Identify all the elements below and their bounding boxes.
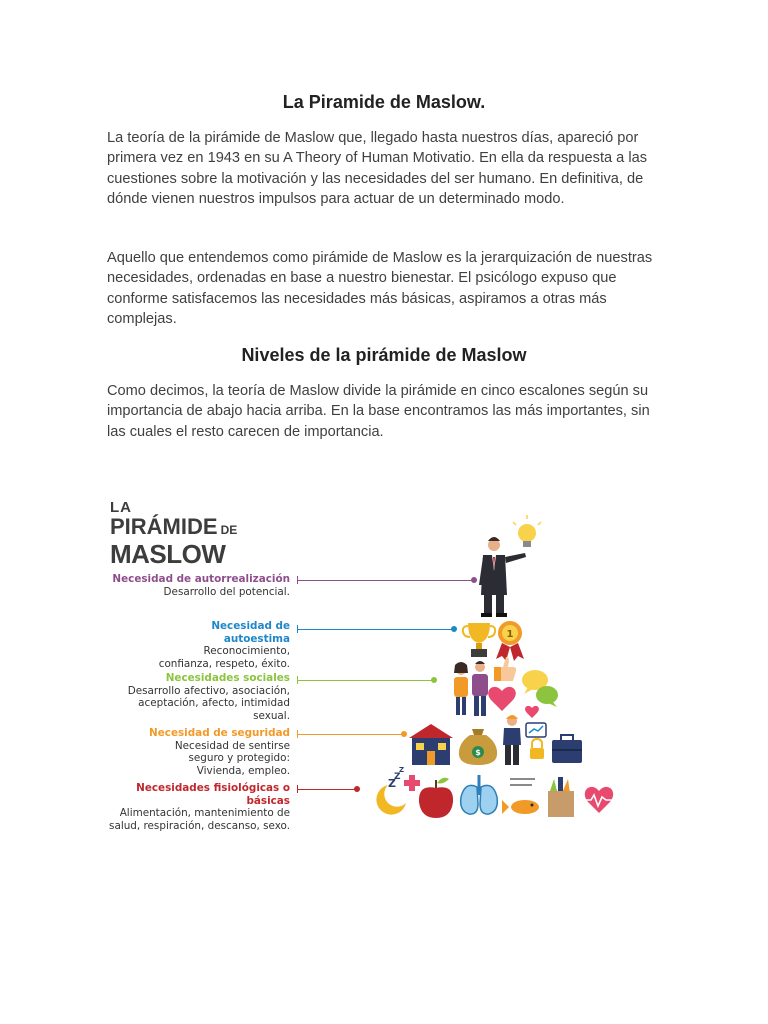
worker-icon — [503, 715, 521, 765]
briefcase-icon — [552, 735, 582, 763]
maslow-infographic — [100, 495, 640, 830]
svg-text:Z: Z — [388, 777, 396, 790]
thumbs-up-icon — [494, 657, 516, 681]
light-bulb-icon — [513, 515, 541, 547]
lock-icon — [526, 723, 546, 759]
svg-text:1: 1 — [506, 629, 514, 640]
logo-piramide: PIRÁMIDE — [110, 514, 218, 539]
levels-paragraph: Como decimos, la teoría de Maslow divide la pirámide en cinco escalones según su importancia de abajo hacia arriba. En la base encontramos las más importantes, sin las cuales el resto carecen de importancia. — [107, 383, 650, 440]
svg-text:$: $ — [475, 748, 481, 757]
level-title: Necesidad de seguridad — [149, 727, 290, 739]
pyramid-icons — [100, 495, 640, 830]
level-description: Reconocimiento, confianza, respeto, éxito. — [158, 645, 290, 670]
couple-icon — [454, 661, 488, 716]
svg-text:Z: Z — [399, 766, 405, 774]
document-title: La Piramide de Maslow. — [282, 92, 486, 112]
level-title: Necesidades fisiológicas o básicas — [136, 782, 290, 807]
level-title: Necesidad de autoestima — [211, 620, 290, 645]
money-bag-icon — [459, 729, 497, 765]
moon-sleep-icon — [376, 766, 406, 815]
level-title: Necesidades sociales — [165, 672, 290, 684]
svg-text:Z: Z — [394, 772, 401, 782]
level-description: Necesidad de sentirse seguro y protegido: Vivienda, empleo. — [174, 739, 290, 777]
medical-cross-icon — [404, 775, 420, 791]
level-description: Desarrollo del potencial. — [163, 585, 290, 598]
levels-heading: Niveles de la pirámide de Maslow — [241, 345, 527, 365]
trophy-icon — [463, 623, 495, 657]
house-icon — [409, 724, 453, 765]
medal-icon — [496, 621, 524, 661]
level-description: Desarrollo afectivo, asociación, aceptación, afecto, intimidad sexual. — [127, 684, 290, 722]
chat-bubbles-icon — [522, 670, 558, 707]
heart-icon — [488, 687, 539, 718]
businessman-icon — [479, 537, 526, 617]
level-description: Alimentación, mantenimiento de salud, respiración, descanso, sexo. — [109, 807, 290, 832]
apple-icon — [419, 778, 453, 818]
lungs-icon — [461, 775, 498, 814]
logo-de: DE — [220, 523, 238, 537]
intro-paragraph: La teoría de la pirámide de Maslow que, llegado hasta nuestros días, apareció por primera vez en 1943 en su A Theory of Human Motivatio. En ella da respuesta a las cuestiones sobre la motivación y las necesidades del ser humano. En definitiva, de dónde vienen nuestros impulsos para actuar de un determinado modo. — [107, 130, 648, 207]
hierarchy-paragraph: Aquello que entendemos como pirámide de Maslow es la jerarquización de nuestras necesidades, ordenadas en base a nuestro bienestar. El psicólogo expuso que conforme satisfacemos las necesidades más básicas, aspiramos a otras más complejas. — [107, 250, 653, 327]
heartbeat-icon — [584, 787, 614, 813]
logo-line-3: MASLOW — [110, 539, 226, 569]
level-title: Necesidad de autorrealización — [112, 573, 290, 585]
grocery-bag-icon — [548, 777, 574, 817]
logo-line-1: LA — [110, 499, 132, 516]
fish-icon — [502, 779, 539, 814]
